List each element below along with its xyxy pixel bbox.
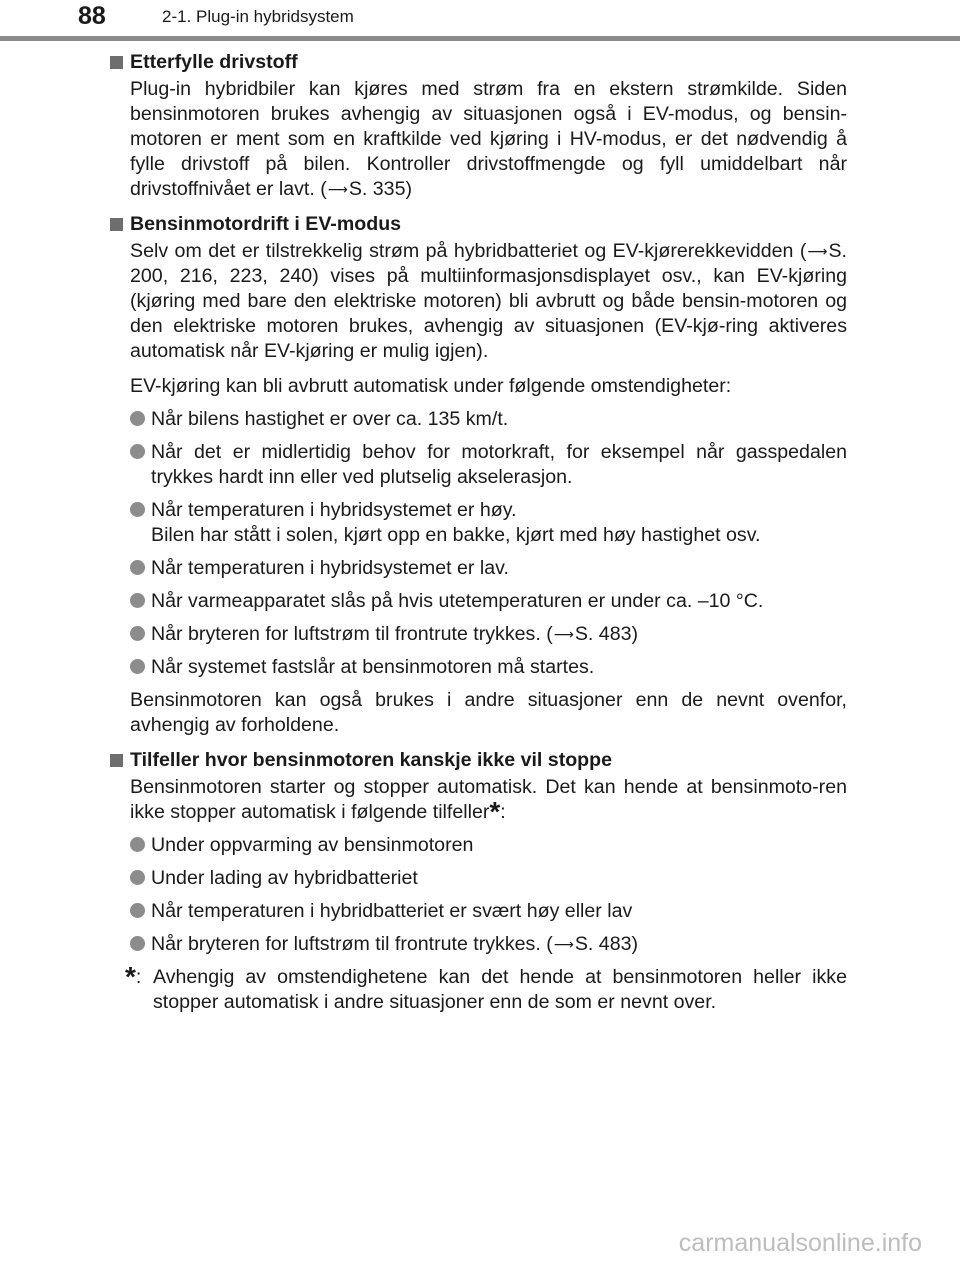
footnote-text: Avhengig av omstendighetene kan det hende at bensinmotoren heller ikke stopper automatisk i andre situasjoner enn de som er nevnt over.: [153, 966, 847, 1013]
list-item-subtext: Bilen har stått i solen, kjørt opp en bakke, kjørt med høy hastighet osv.: [151, 524, 761, 546]
section-heading-ev-mode: Bensinmotordrift i EV-modus: [105, 212, 847, 237]
header-rule: [0, 36, 960, 41]
square-bullet-icon: [110, 218, 123, 231]
section-intro: EV-kjøring kan bli avbrutt automatisk under følgende omstendigheter:: [130, 375, 732, 397]
list-item: Når systemet fastslår at bensinmotoren må startes.: [130, 655, 847, 680]
list-item: Når temperaturen i hybridsystemet er lav.: [130, 556, 847, 581]
square-bullet-icon: [110, 56, 123, 69]
section-paragraph: Plug-in hybridbiler kan kjøres med strøm fra en ekstern strømkilde. Siden bensinmotoren brukes avhengig av situasjonen også i EV-modus, og bensin-motoren er ment som en kraftkilde ved kjøring i HV-modus, er det nødvendig å fylle drivstoff på bilen. Kontroller drivstoffmengde og fyll umiddelbart når drivstoffnivået er lavt. (⟶S. 335): [130, 78, 847, 200]
page-number: 88: [78, 2, 106, 30]
section-heading-engine-not-stop: Tilfeller hvor bensinmotoren kanskje ikke vil stoppe: [105, 748, 847, 773]
circle-bullet-icon: [130, 411, 145, 426]
circle-bullet-icon: [130, 626, 145, 641]
arrow-right-icon: ⟶: [807, 243, 828, 259]
arrow-right-icon: ⟶: [553, 626, 574, 642]
circle-bullet-icon: [130, 593, 145, 608]
circle-bullet-icon: [130, 837, 145, 852]
list-item: Når temperaturen i hybridsystemet er høy. Bilen har stått i solen, kjørt opp en bakke, kjørt med høy hastighet osv.: [130, 498, 847, 548]
circle-bullet-icon: [130, 502, 145, 517]
section-paragraph: Selv om det er tilstrekkelig strøm på hybridbatteriet og EV-kjørerekkevidden (⟶S. 200, 216, 223, 240) vises på multiinformasjonsdisplayet osv., kan EV-kjøring (kjøring med bare den elektriske motoren) bli avbrutt og både bensin-motoren og den elektriske motoren brukes, avhengig av situasjonen (EV-kjø-ring aktiveres automatisk når EV-kjøring er mulig igjen).: [130, 240, 847, 362]
page-reference-link[interactable]: S. 483): [574, 933, 639, 955]
circle-bullet-icon: [130, 936, 145, 951]
list-item: Under lading av hybridbatteriet: [130, 866, 847, 891]
circle-bullet-icon: [130, 444, 145, 459]
list-item: Når temperaturen i hybridbatteriet er svært høy eller lav: [130, 899, 847, 924]
list-item: Når bryteren for luftstrøm til frontrute trykkes. (⟶S. 483): [130, 932, 847, 957]
page-reference-link[interactable]: S. 200, 216, 223, 240) vises på multiinformasjonsdisplayet osv., kan EV-kjøring (kjøring med bare den elektriske motoren) bli avbrutt og både bensin-motoren og den elektriske motoren brukes, avhengig av situasjonen (EV-kjø-ring aktiveres automatisk når EV-kjøring er mulig igjen).: [130, 240, 847, 362]
page-reference-link[interactable]: S. 483): [574, 623, 639, 645]
square-bullet-icon: [110, 754, 123, 767]
list-item: Når det er midlertidig behov for motorkraft, for eksempel når gasspedalen trykkes hardt inn eller ved plutselig akselerasjon.: [130, 440, 847, 490]
page-reference-link[interactable]: S. 335): [348, 178, 413, 200]
asterisk-icon: *: [125, 961, 136, 992]
list-item: Når bryteren for luftstrøm til frontrute trykkes. (⟶S. 483): [130, 622, 847, 647]
circle-bullet-icon: [130, 659, 145, 674]
circle-bullet-icon: [130, 870, 145, 885]
list-item: Under oppvarming av bensinmotoren: [130, 833, 847, 858]
page-header: [0, 0, 960, 44]
asterisk-icon: *: [489, 796, 501, 827]
circle-bullet-icon: [130, 903, 145, 918]
watermark: carmanualsonline.info: [678, 1229, 922, 1257]
section-paragraph: Bensinmotoren starter og stopper automatisk. Det kan hende at bensinmoto-ren ikke stopper automatisk i følgende tilfeller*:: [130, 776, 847, 827]
section-heading-refuel: Etterfylle drivstoff: [105, 50, 847, 75]
list-item: Når bilens hastighet er over ca. 135 km/t.: [130, 407, 847, 432]
arrow-right-icon: ⟶: [327, 181, 348, 197]
chapter-title: 2-1. Plug-in hybridsystem: [162, 7, 354, 26]
list-item: Når varmeapparatet slås på hvis utetemperaturen er under ca. –10 °C.: [130, 589, 847, 614]
footnote: *: Avhengig av omstendighetene kan det hende at bensinmotoren heller ikke stopper automatisk i andre situasjoner enn de som er nevnt over.: [125, 961, 847, 1013]
arrow-right-icon: ⟶: [553, 936, 574, 952]
section-closing: Bensinmotoren kan også brukes i andre situasjoner enn de nevnt ovenfor, avhengig av forholdene.: [130, 689, 847, 736]
circle-bullet-icon: [130, 560, 145, 575]
page-content: [105, 50, 847, 1015]
